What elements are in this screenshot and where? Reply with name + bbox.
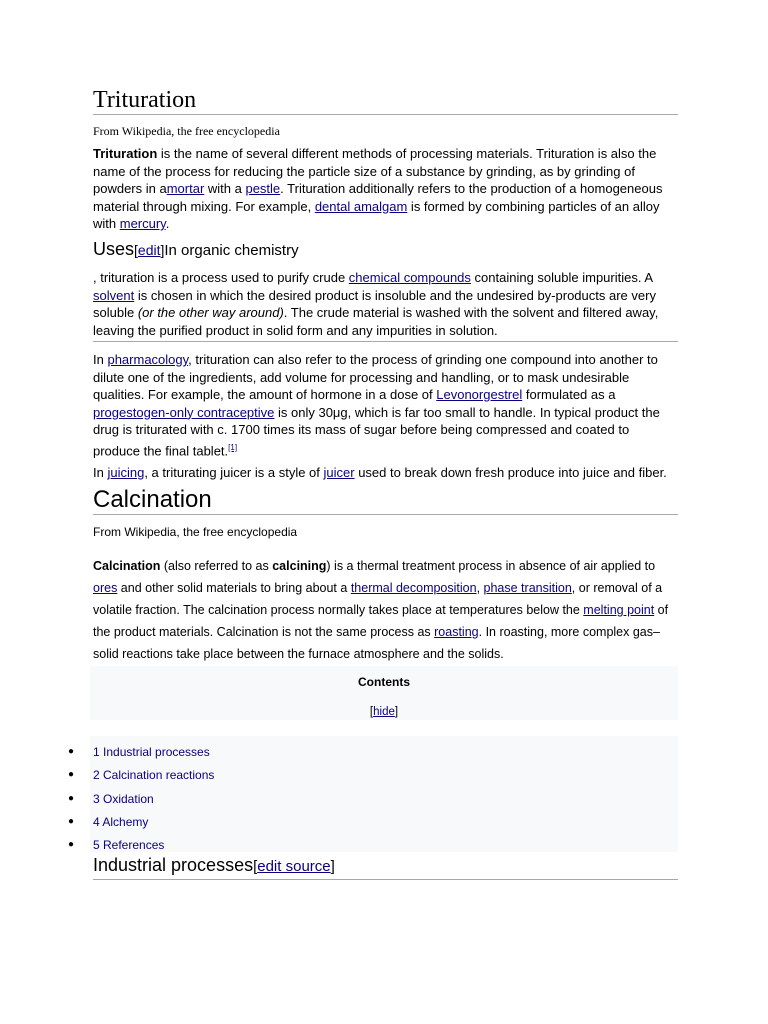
edit-source-link[interactable]: edit source	[257, 858, 331, 875]
bullet-icon: ●	[68, 793, 75, 804]
industrial-processes-heading: Industrial processes[edit source]	[93, 853, 678, 880]
calcination-subtitle: From Wikipedia, the free encyclopedia	[93, 525, 298, 539]
toc-item-references[interactable]: ● 5 References	[68, 838, 165, 852]
link-thermal-decomposition[interactable]: thermal decomposition	[350, 581, 477, 595]
link-roasting[interactable]: roasting	[434, 625, 479, 639]
trituration-title: Trituration	[93, 86, 678, 115]
link-phase-transition[interactable]: phase transition	[483, 581, 572, 595]
link-levonorgestrel[interactable]: Levonorgestrel	[436, 387, 523, 403]
toc-title: Contents	[358, 675, 410, 689]
toc-hide-link[interactable]: hide	[373, 706, 395, 718]
bullet-icon: ●	[68, 839, 75, 850]
bullet-icon: ●	[68, 746, 75, 757]
section-divider	[93, 341, 678, 342]
toc-item-industrial-processes[interactable]: ● 1 Industrial processes	[68, 745, 210, 759]
link-mercury[interactable]: mercury	[119, 216, 166, 232]
link-pestle[interactable]: pestle	[245, 181, 281, 197]
edit-link[interactable]: edit	[137, 242, 161, 258]
link-mortar[interactable]: mortar	[166, 181, 205, 197]
link-melting-point[interactable]: melting point	[583, 603, 655, 617]
toc-box	[90, 666, 678, 720]
organic-heading: In organic chemistry	[164, 242, 299, 259]
link-pharmacology[interactable]: pharmacology	[107, 352, 189, 367]
toc-item-calcination-reactions[interactable]: ● 2 Calcination reactions	[68, 768, 215, 782]
pharmacology-paragraph: In pharmacology, trituration can also refer to the process of grinding one compound into another to dilute one of the ingredients, add volume for processing and handling, or to mask undesirable qualities. For example, the amount of hormone in a dose of Levonorgestrel formulated as a progestogen-only contraceptive is only 30μg, which is far too small to handle. In typical product the drug is triturated with c. 1700 times its mass of sugar before being compressed and coated to produce the final tablet.[1]	[93, 352, 660, 459]
bullet-icon: ●	[68, 769, 75, 780]
toc-hide-control: [hide]	[369, 706, 399, 718]
calcination-title: Calcination	[93, 486, 678, 515]
trituration-subtitle: From Wikipedia, the free encyclopedia	[93, 124, 280, 138]
trituration-intro: Trituration is the name of several different methods of processing materials. Trituration is also the name of the process for reducing the particle size of a substance by grinding, as by grinding of powders in amortar with a pestle. Trituration additionally refers to the production of a homogeneous material through mixing. For example, dental amalgam is formed by combining particles of an alloy with mercury.	[93, 146, 663, 232]
uses-heading: Uses[edit]In organic chemistry	[93, 239, 299, 259]
link-chemical-compounds[interactable]: chemical compounds	[348, 270, 471, 285]
link-ores[interactable]: ores	[93, 581, 118, 595]
bullet-icon: ●	[68, 816, 75, 827]
organic-paragraph: , trituration is a process used to purify crude chemical compounds containing soluble impurities. A solvent is chosen in which the desired product is insoluble and the undesired by-products are very soluble (or the other way around). The crude material is washed with the solvent and filtered away, leaving the purified product in solid form and any impurities in solution.	[93, 270, 659, 338]
link-solvent[interactable]: solvent	[93, 287, 135, 303]
link-progestogen-contraceptive[interactable]: progestogen-only contraceptive	[93, 404, 275, 420]
link-juicing[interactable]: juicing	[107, 465, 145, 480]
bold-term: Trituration	[93, 146, 158, 161]
link-dental-amalgam[interactable]: dental amalgam	[314, 198, 408, 214]
toc-item-alchemy[interactable]: ● 4 Alchemy	[68, 815, 149, 829]
toc-item-oxidation[interactable]: ● 3 Oxidation	[68, 792, 154, 806]
link-juicer[interactable]: juicer	[323, 465, 355, 480]
calcination-intro: Calcination (also referred to as calcining) is a thermal treatment process in absence of air applied to ores and other solid materials to bring about a thermal decomposition, phase transition, or removal of a volatile fraction. The calcination process normally takes place at temperatures below the melting point of the product materials. Calcination is not the same process as roasting. In roasting, more complex gas–solid reactions take place between the furnace atmosphere and the solids.	[93, 559, 669, 661]
juicing-paragraph: In juicing, a triturating juicer is a style of juicer used to break down fresh produce into juice and fiber.	[93, 465, 667, 480]
reference-link[interactable]: [1]	[228, 442, 238, 452]
